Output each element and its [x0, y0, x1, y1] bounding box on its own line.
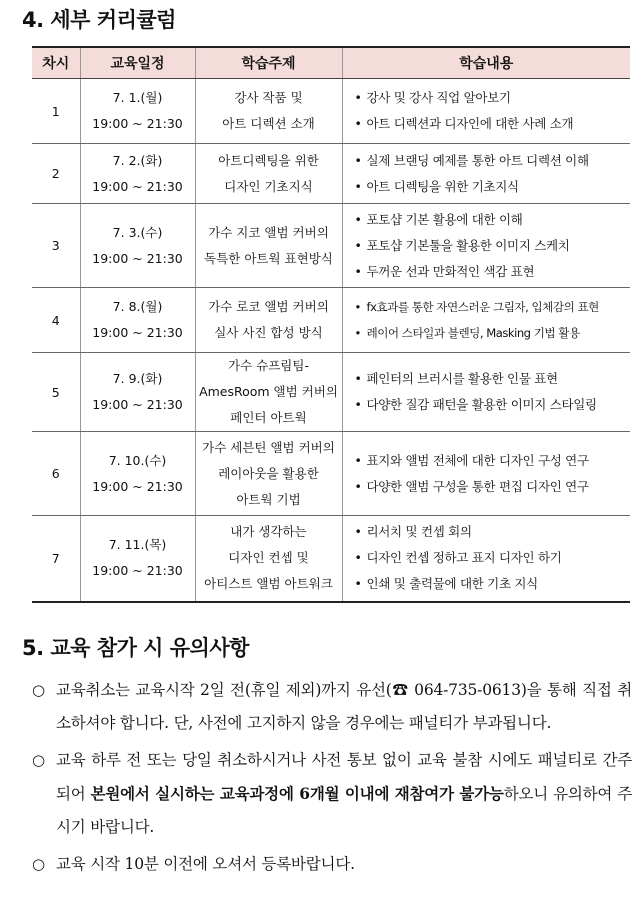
table-row: [32, 353, 630, 432]
round-cell: 5: [32, 353, 80, 432]
content-item: • 인쇄 및 출력물에 대한 기초 지식: [355, 571, 631, 597]
content-item: • 페인터의 브러시를 활용한 인물 표현: [355, 366, 631, 392]
content-cell: [342, 144, 630, 204]
content-item: • 포토샵 기본툴을 활용한 이미지 스케치: [355, 233, 631, 259]
schedule-date: 7. 3.(수): [112, 224, 163, 240]
schedule-cell: [80, 353, 195, 432]
content-item: • 리서치 및 컨셉 회의: [355, 519, 631, 545]
content-list: [343, 85, 631, 137]
content-cell: [342, 204, 630, 288]
topic-line: 가수 지코 앨범 커버의: [208, 224, 329, 240]
content-item: • 디자인 컨셉 정하고 표지 디자인 하기: [355, 545, 631, 571]
schedule-date: 7. 11.(목): [108, 537, 167, 553]
schedule-time: 19:00 ~ 21:30: [92, 178, 183, 194]
note-item: ○ 교육 하루 전 또는 당일 취소하시거나 사전 통보 없이 교육 불참 시에도 패널티로 간주되어 본원에서 실시하는 교육과정에 6개월 이내에 재참여가 불가능하오니 유의하여 주시기 바랍니다.: [32, 744, 632, 844]
round-cell: 1: [32, 79, 80, 144]
bullet-icon: •: [354, 550, 362, 566]
round-cell: 7: [32, 516, 80, 602]
penalty-warning: 본원에서 실시하는 교육과정에 6개월 이내에 재참여가 불가능: [90, 784, 504, 803]
schedule-cell: [80, 432, 195, 516]
topic-line: 아트디렉팅을 위한: [218, 152, 319, 168]
bullet-icon: •: [354, 300, 361, 314]
table-header-row: [32, 47, 630, 79]
schedule-date: 7. 1.(월): [112, 90, 163, 105]
schedule-cell: [80, 79, 195, 144]
bullet-icon: •: [354, 576, 362, 592]
table-row: [32, 288, 630, 353]
bullet-icon: •: [354, 211, 362, 227]
topic-line: 아트 디렉션 소개: [222, 116, 315, 131]
round-cell: 4: [32, 288, 80, 353]
content-item: • 다양한 질감 패턴을 활용한 이미지 스타일링: [355, 392, 631, 418]
table-row: [32, 144, 630, 204]
schedule-date: 7. 9.(화): [112, 371, 163, 386]
schedule-time: 19:00 ~ 21:30: [92, 250, 183, 266]
content-item: • 아트 디렉팅을 위한 기초지식: [355, 174, 631, 200]
note-item: ○ 교육 시작 10분 이전에 오셔서 등록바랍니다.: [32, 848, 632, 881]
content-item: • 두꺼운 선과 만화적인 색감 표현: [355, 259, 631, 285]
phone-number: ☎ 064-735-0613: [391, 681, 521, 699]
topic-line: 아트웍 기법: [236, 491, 301, 507]
header-content: 학습내용: [342, 47, 630, 79]
schedule-time: 19:00 ~ 21:30: [92, 478, 183, 494]
schedule-cell: [80, 288, 195, 353]
content-list: [343, 207, 631, 285]
topic-line: 디자인 기초지식: [224, 178, 313, 194]
content-item: • 강사 및 강사 직업 알아보기: [355, 85, 631, 111]
bullet-icon: •: [354, 326, 361, 340]
topic-line: 가수 세븐틴 앨범 커버의: [202, 439, 335, 455]
bullet-icon: •: [354, 371, 362, 386]
table-row: [32, 204, 630, 288]
bullet-icon: •: [354, 524, 362, 540]
circle-bullet-icon: ○: [32, 751, 45, 769]
topic-cell: [195, 204, 342, 288]
topic-cell: [195, 516, 342, 602]
bullet-icon: •: [354, 178, 362, 194]
content-item: • 표지와 앨범 전체에 대한 디자인 구성 연구: [355, 448, 631, 474]
content-list: [343, 448, 631, 500]
schedule-time: 19:00 ~ 21:30: [92, 563, 183, 579]
circle-bullet-icon: ○: [32, 681, 45, 699]
topic-line: 강사 작품 및: [234, 90, 303, 105]
round-cell: 6: [32, 432, 80, 516]
schedule-time: 19:00 ~ 21:30: [92, 325, 183, 340]
bullet-icon: •: [354, 152, 362, 168]
section-5-title: 5. 교육 참가 시 유의사항: [22, 636, 249, 660]
topic-cell: [195, 353, 342, 432]
schedule-date: 7. 2.(화): [112, 152, 163, 168]
schedule-time: 19:00 ~ 21:30: [92, 397, 183, 412]
content-cell: [342, 288, 630, 353]
schedule-date: 7. 10.(수): [108, 452, 167, 468]
content-item: • 실제 브랜딩 예제를 통한 아트 디렉션 이해: [355, 148, 631, 174]
topic-line: 페인터 아트웍: [230, 410, 307, 425]
table-row: [32, 516, 630, 602]
topic-line: AmesRoom 앨범 커버의: [199, 384, 338, 399]
header-schedule: 교육일정: [80, 47, 195, 79]
content-item: • fx효과를 통한 자연스러운 그림자, 입체감의 표현: [355, 294, 631, 320]
topic-line: 내가 생각하는: [230, 524, 307, 540]
topic-line: 실사 사진 합성 방식: [214, 325, 323, 340]
content-cell: [342, 516, 630, 602]
round-cell: 3: [32, 204, 80, 288]
topic-line: 아티스트 앨범 아트워크: [204, 576, 333, 592]
schedule-cell: [80, 516, 195, 602]
content-list: [343, 519, 631, 597]
content-item: • 다양한 앨범 구성을 통한 편집 디자인 연구: [355, 474, 631, 500]
topic-cell: [195, 79, 342, 144]
bullet-icon: •: [354, 237, 362, 253]
table-row: [32, 432, 630, 516]
notes-list: [32, 674, 632, 881]
circle-bullet-icon: ○: [32, 855, 45, 873]
content-list: [343, 294, 631, 346]
bullet-icon: •: [354, 90, 362, 105]
topic-line: 디자인 컨셉 및: [228, 550, 309, 566]
note-item: ○ 교육취소는 교육시작 2일 전(휴일 제외)까지 유선(☎ 064-735-0613)을 통해 직접 취소하셔야 합니다. 단, 사전에 고지하지 않을 경우에는 패널티가 부과됩니다.: [32, 674, 632, 740]
topic-line: 레이아웃을 활용한: [218, 465, 319, 481]
content-item: • 아트 디렉션과 디자인에 대한 사례 소개: [355, 111, 631, 137]
content-item: • 레이어 스타일과 블렌딩, Masking 기법 활용: [355, 320, 631, 346]
topic-line: 가수 슈프림팀-: [228, 358, 309, 373]
bullet-icon: •: [354, 452, 362, 468]
content-list: [343, 366, 631, 418]
schedule-date: 7. 8.(월): [112, 299, 163, 314]
bullet-icon: •: [354, 478, 362, 494]
bullet-icon: •: [354, 116, 362, 131]
content-cell: [342, 353, 630, 432]
section-4-title: 4. 세부 커리큘럼: [22, 8, 176, 32]
schedule-time: 19:00 ~ 21:30: [92, 116, 183, 131]
bullet-icon: •: [354, 263, 362, 279]
schedule-cell: [80, 144, 195, 204]
schedule-cell: [80, 204, 195, 288]
header-topic: 학습주제: [195, 47, 342, 79]
topic-line: 가수 로코 앨범 커버의: [208, 299, 329, 314]
topic-line: 독특한 아트웍 표현방식: [204, 250, 333, 266]
content-list: [343, 148, 631, 200]
content-cell: [342, 432, 630, 516]
topic-cell: [195, 288, 342, 353]
content-item: • 포토샵 기본 활용에 대한 이해: [355, 207, 631, 233]
header-round: 차시: [32, 47, 80, 79]
round-cell: 2: [32, 144, 80, 204]
topic-cell: [195, 432, 342, 516]
table-row: [32, 79, 630, 144]
topic-cell: [195, 144, 342, 204]
curriculum-table: [32, 46, 630, 603]
bullet-icon: •: [354, 397, 362, 412]
content-cell: [342, 79, 630, 144]
